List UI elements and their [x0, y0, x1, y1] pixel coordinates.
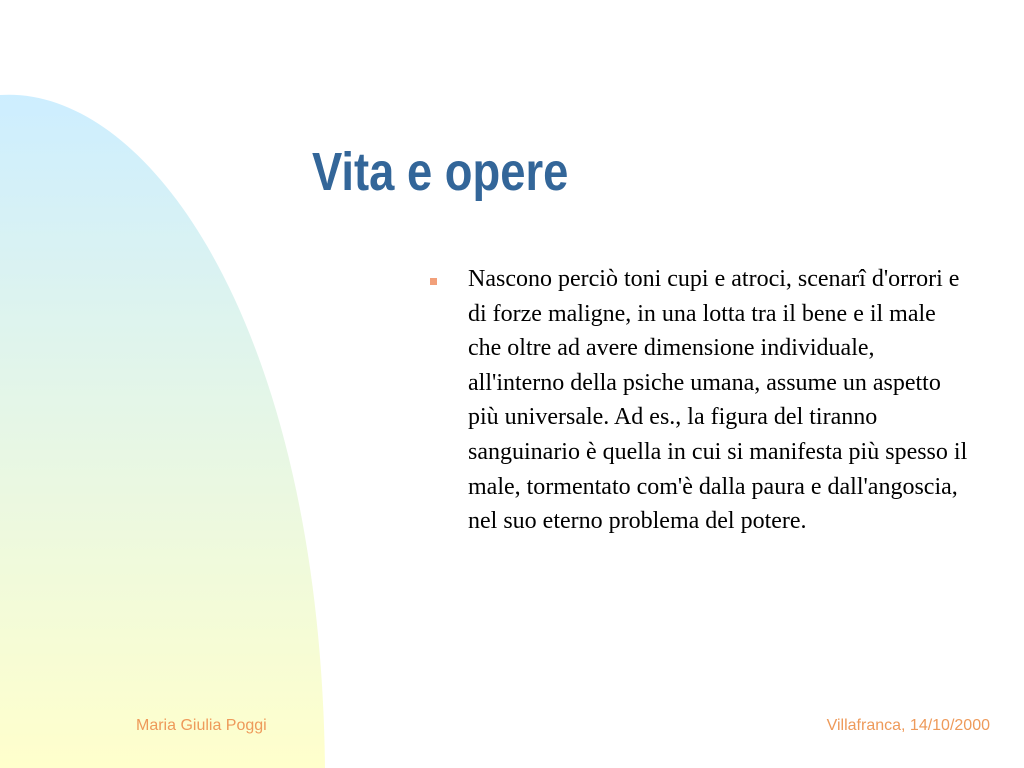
bullet-list: [428, 262, 968, 539]
bullet-item: [428, 262, 968, 539]
slide-title: Vita e opere: [312, 142, 569, 202]
footer-author: Maria Giulia Poggi: [136, 717, 267, 734]
bullet-text: Nascono perciò toni cupi e atroci, scenarî d'orrori e di forze maligne, in una lotta tra il bene e il male che oltre ad avere dimensione individuale, all'interno della psiche umana, assume un aspetto più universale. Ad es., la figura del tiranno sanguinario è quella in cui si manifesta più spesso il male, tormentato com'è dalla paura e dall'angoscia, nel suo eterno problema del potere.: [468, 266, 968, 535]
footer-place-date: Villafranca, 14/10/2000: [826, 717, 990, 734]
square-bullet-icon: [430, 278, 437, 285]
background-arc-shape: [0, 95, 325, 768]
